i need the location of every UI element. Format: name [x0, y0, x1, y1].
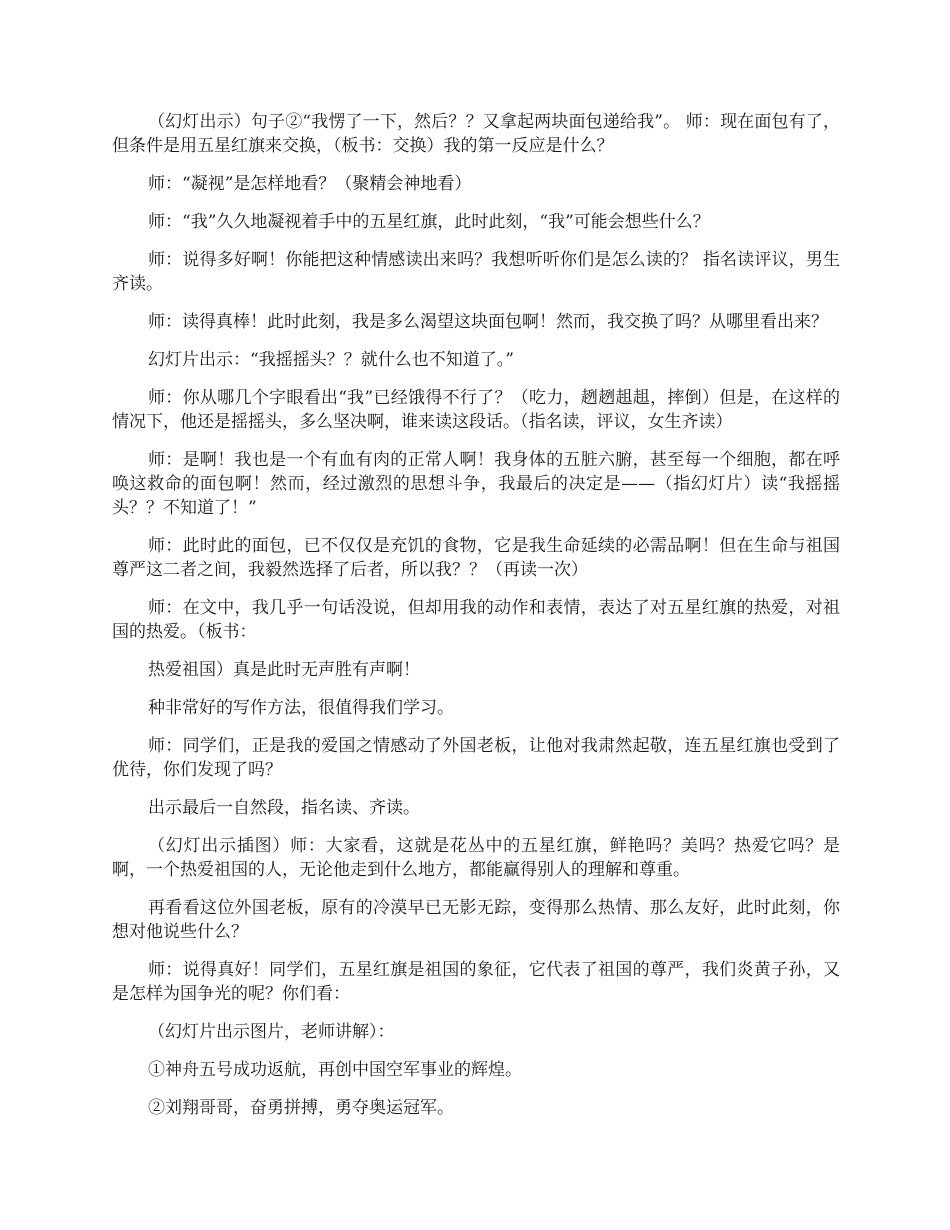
- paragraph: 师：说得多好啊！你能把这种情感读出来吗？我想听听你们是怎么读的？ 指名读评议，男生齐读。: [112, 250, 840, 294]
- paragraph: ②刘翔哥哥，奋勇拼搏，勇夺奥运冠军。: [148, 1098, 454, 1118]
- paragraph: 师：读得真棒！此时此刻，我是多么渴望这块面包啊！然而，我交换了吗？从哪里看出来？: [148, 312, 828, 332]
- paragraph: 种非常好的写作方法，很值得我们学习。: [148, 698, 454, 718]
- paragraph: 师：“凝视”是怎样地看？（聚精会神地看）: [148, 174, 472, 194]
- paragraph: 师：是啊！我也是一个有血有肉的正常人啊！我身体的五脏六腑，甚至每一个细胞，都在呼唤这救命的面包啊！然而，经过激烈的思想斗争，我最后的决定是——（指幻灯片）读“我摇摇头？？不知道了！”: [112, 450, 840, 518]
- paragraph: （幻灯片出示图片，老师讲解）：: [148, 1022, 395, 1042]
- paragraph: 热爱祖国）真是此时无声胜有声啊！: [148, 660, 420, 680]
- paragraph: 师：此时此的面包，已不仅仅是充饥的食物，它是我生命延续的必需品啊！但在生命与祖国尊严这二者之间，我毅然选择了后者，所以我？？（再读一次）: [112, 536, 840, 580]
- paragraph: 幻灯片出示：“我摇摇头？？就什么也不知道了。”: [148, 350, 514, 370]
- paragraph: （幻灯出示插图）师：大家看，这就是花丛中的五星红旗，鲜艳吗？美吗？热爱它吗？是啊，一个热爱祖国的人，无论他走到什么地方，都能赢得别人的理解和尊重。: [112, 836, 840, 880]
- paragraph: 师：说得真好！同学们，五星红旗是祖国的象征，它代表了祖国的尊严，我们炎黄子孙，又是怎样为国争光的呢？你们看：: [112, 960, 840, 1004]
- document-page: [112, 110, 840, 1134]
- paragraph: 师：“我”久久地凝视着手中的五星红旗，此时此刻，“我”可能会想些什么？: [148, 212, 710, 232]
- paragraph: 再看看这位外国老板，原有的冷漠早已无影无踪，变得那么热情、那么友好，此时此刻，你想对他说些什么？: [112, 898, 840, 942]
- paragraph: 师：同学们，正是我的爱国之情感动了外国老板，让他对我肃然起敬，连五星红旗也受到了优待，你们发现了吗？: [112, 736, 840, 780]
- paragraph: 师：你从哪几个字眼看出“我”已经饿得不行了？（吃力，趔趔趄趄，摔倒）但是，在这样的情况下，他还是摇摇头，多么坚决啊，谁来读这段话。（指名读，评议，女生齐读）: [112, 388, 840, 432]
- paragraph: ①神舟五号成功返航，再创中国空军事业的辉煌。: [148, 1060, 522, 1080]
- paragraph: 出示最后一自然段，指名读、齐读。: [148, 798, 420, 818]
- paragraph: （幻灯出示）句子②“我愣了一下，然后？？又拿起两块面包递给我”。 师：现在面包有了，但条件是用五星红旗来交换，（板书：交换）我的第一反应是什么？: [112, 112, 840, 156]
- paragraph: 师：在文中，我几乎一句话没说，但却用我的动作和表情，表达了对五星红旗的热爱，对祖国的热爱。（板书：: [112, 598, 840, 642]
